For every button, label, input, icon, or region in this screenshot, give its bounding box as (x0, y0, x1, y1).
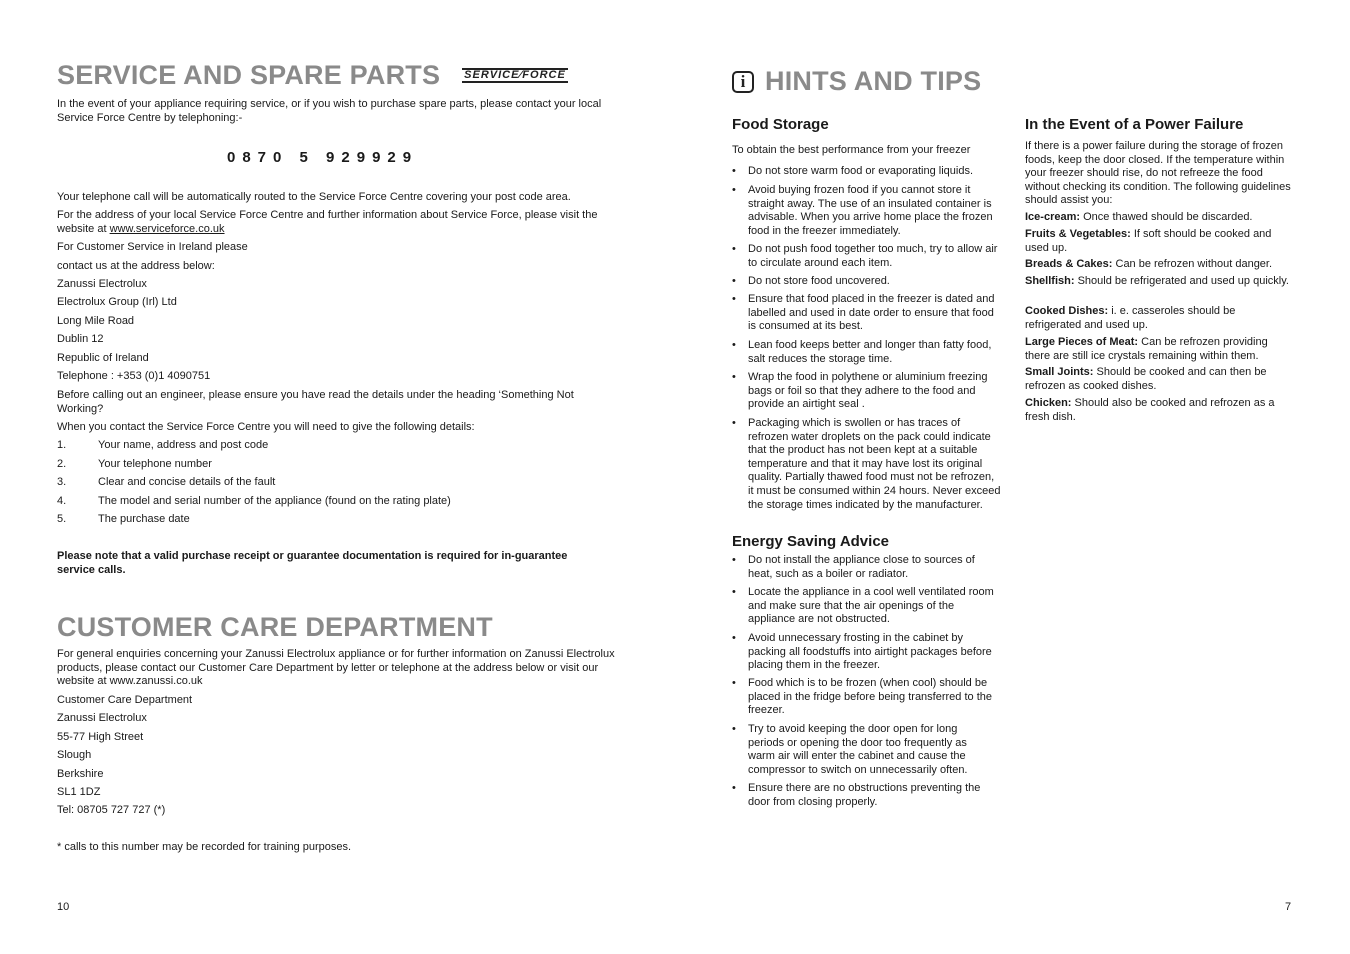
ireland-address (57, 278, 210, 388)
list-item: 4. The model and serial number of the appliance (found on the rating plate) (57, 494, 451, 507)
power-failure-heading: In the Event of a Power Failure (1025, 116, 1244, 133)
food-storage-intro: To obtain the best performance from your freezer (732, 144, 971, 156)
serviceforce-website-link[interactable]: www.serviceforce.co.uk (109, 222, 225, 235)
details-list (57, 439, 451, 532)
power-failure-item: Fruits & Vegetables: If soft should be cooked and used up. (1025, 228, 1272, 254)
info-icon: i (732, 71, 754, 93)
customer-care-intro: For general enquiries concerning your Zanussi Electrolux appliance or for further information on Zanussi Electrolux products, please contact our Customer Care Department by letter or telephone at the address below or visit our website at www.zanussi.co.uk (57, 648, 615, 688)
list-item: 1. Your name, address and post code (57, 439, 269, 451)
details-intro: When you contact the Service Force Centre you will need to give the following details: (57, 421, 475, 433)
service-force-logo: SERVICE∕FORCE (464, 69, 566, 81)
address-line: 55-77 High Street (57, 730, 144, 743)
customer-care-title: CUSTOMER CARE DEPARTMENT (57, 612, 493, 642)
power-failure-item: Chicken: Should also be cooked and refrozen as a fresh dish. (1025, 397, 1275, 423)
address-info-text (57, 209, 627, 236)
list-item: 5. The purchase date (57, 513, 190, 525)
hints-title: HINTS AND TIPS (765, 66, 982, 96)
address-info-prefix: For the address of your local Service Force Centre and further information about Service Force, please visit the website at (57, 209, 598, 235)
address-line: Electrolux Group (Irl) Ltd (57, 296, 177, 309)
page-number-left: 10 (57, 901, 70, 913)
list-item: 2. Your telephone number (57, 457, 212, 470)
hints-header (732, 66, 981, 97)
address-line: Republic of Ireland (57, 351, 149, 364)
energy-saving-heading: Energy Saving Advice (732, 533, 890, 550)
address-line: Slough (57, 749, 92, 762)
address-line: Berkshire (57, 767, 104, 780)
service-intro: In the event of your appliance requiring service, or if you wish to purchase spare parts, please contact your local Service Force Centre by telephoning:- (57, 98, 602, 124)
page-number-right: 7 (1285, 901, 1292, 913)
power-failure-item: Shellfish: Should be refrigerated and used up quickly. (1025, 275, 1289, 287)
ireland-text-2: contact us at the address below: (57, 260, 215, 272)
power-failure-item: Small Joints: Should be cooked and can then be refrozen as cooked dishes. (1025, 366, 1267, 392)
footnote: * calls to this number may be recorded for training purposes. (57, 841, 352, 853)
routing-text: Your telephone call will be automatically routed to the Service Force Centre covering your post code area. (57, 191, 571, 203)
address-line: Customer Care Department (57, 694, 193, 706)
address-line: Tel: 08705 727 727 (*) (57, 804, 166, 817)
address-line: Telephone : +353 (0)1 4090751 (57, 369, 211, 382)
service-phone-number: 0870 5 929929 (227, 149, 419, 166)
before-calling-text: Before calling out an engineer, please ensure you have read the details under the heading ‘Something Not Working? (57, 389, 574, 415)
power-failure-item: Cooked Dishes: i. e. casseroles should be refrigerated and used up. (1025, 305, 1236, 331)
guarantee-note: Please note that a valid purchase receipt or guarantee documentation is required for in-guarantee service calls. (57, 550, 568, 576)
address-line: Dublin 12 (57, 333, 104, 346)
power-failure-item: Large Pieces of Meat: Can be refrozen providing there are still ice crystals remaining within them. (1025, 336, 1268, 362)
food-storage-heading: Food Storage (732, 116, 829, 133)
power-failure-item: Ice-cream: Once thawed should be discarded. (1025, 211, 1253, 223)
address-line: Zanussi Electrolux (57, 278, 147, 290)
ireland-text-1: For Customer Service in Ireland please (57, 241, 248, 253)
power-failure-item: Breads & Cakes: Can be refrozen without danger. (1025, 258, 1273, 270)
service-header (57, 60, 568, 91)
address-line: Zanussi Electrolux (57, 712, 147, 725)
power-failure-intro: If there is a power failure during the storage of frozen foods, keep the door closed. If the temperature within your freezer should rise, do not refreeze the food without checking its condition. The following guidelines should assist you: (1025, 140, 1291, 207)
service-title: SERVICE AND SPARE PARTS (57, 60, 441, 90)
address-line: Long Mile Road (57, 314, 135, 327)
customer-care-address (57, 694, 192, 823)
address-line: SL1 1DZ (57, 785, 101, 798)
list-item: 3. Clear and concise details of the fault (57, 476, 276, 488)
